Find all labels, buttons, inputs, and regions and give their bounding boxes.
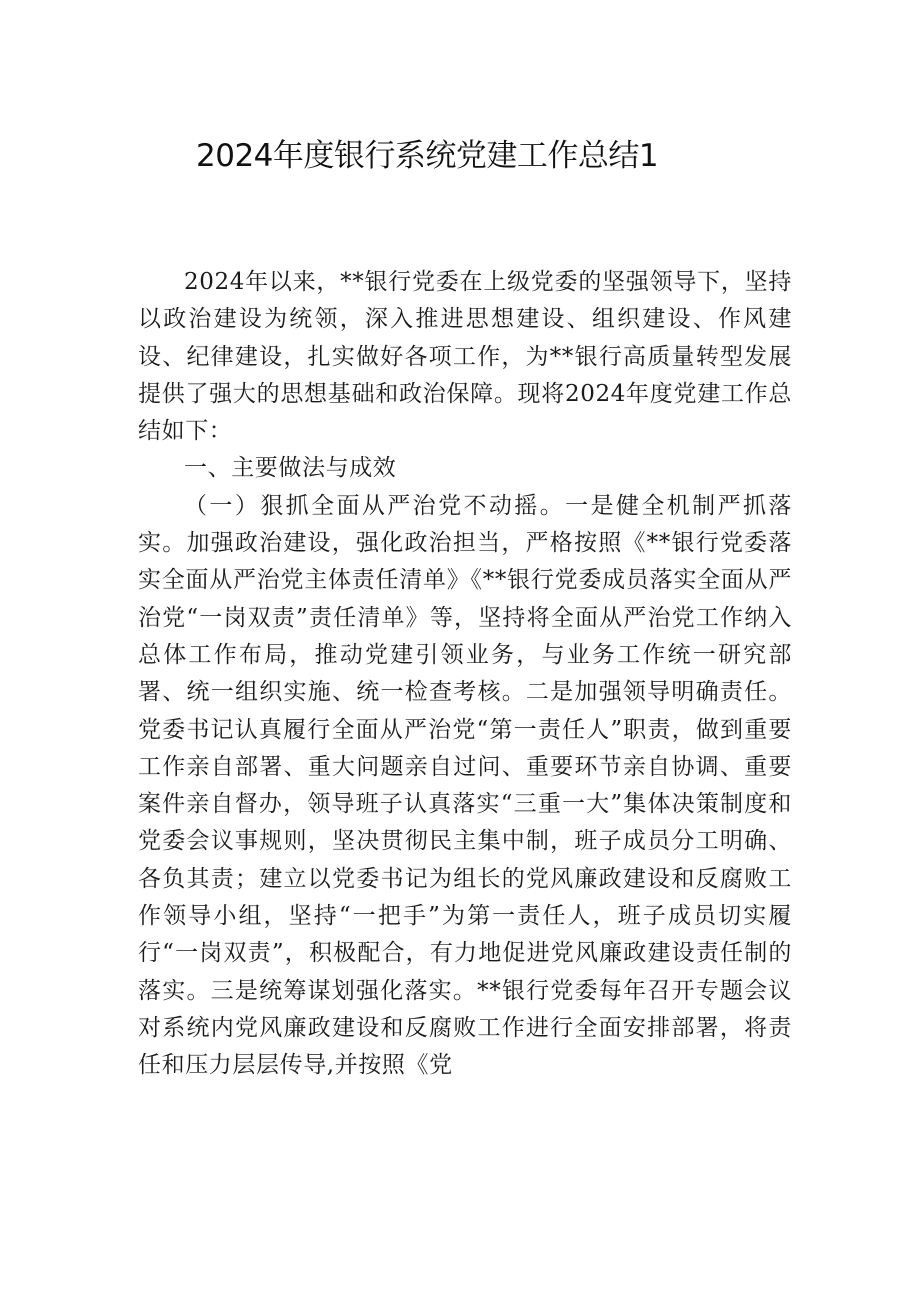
document-title: 2024年度银行系统党建工作总结1 (196, 138, 659, 174)
document-body (138, 264, 792, 1085)
intro-paragraph: 2024年以来，**银行党委在上级党委的坚强领导下，坚持以政治建设为统领，深入推进思想建设、组织建设、作风建设、纪律建设，扎实做好各项工作，为**银行高质量转型发展提供了强大的思想基础和政治保障。现将2024年度党建工作总结如下： (138, 269, 792, 445)
body-paragraph: （一）狠抓全面从严治党不动摇。一是健全机制严抓落实。加强政治建设，强化政治担当，严格按照《**银行党委落实全面从严治党主体责任清单》《**银行党委成员落实全面从严治党“一岗双责”责任清单》等，坚持将全面从严治党工作纳入总体工作布局，推动党建引领业务，与业务工作统一研究部署、统一组织实施、统一检查考核。二是加强领导明确责任。党委书记认真履行全面从严治党“第一责任人”职责，做到重要工作亲自部署、重大问题亲自过问、重要环节亲自协调、重要案件亲自督办，领导班子认真落实“三重一大”集体决策制度和党委会议事规则，坚决贯彻民主集中制，班子成员分工明确、各负其责；建立以党委书记为组长的党风廉政建设和反腐败工作领导小组，坚持“一把手”为第一责任人，班子成员切实履行“一岗双责”，积极配合，有力地促进党风廉政建设责任制的落实。三是统筹谋划强化落实。**银行党委每年召开专题会议对系统内党风廉政建设和反腐败工作进行全面安排部署，将责任和压力层层传导,并按照《党 (138, 492, 792, 1079)
section-heading: 一、主要做法与成效 (184, 455, 397, 482)
